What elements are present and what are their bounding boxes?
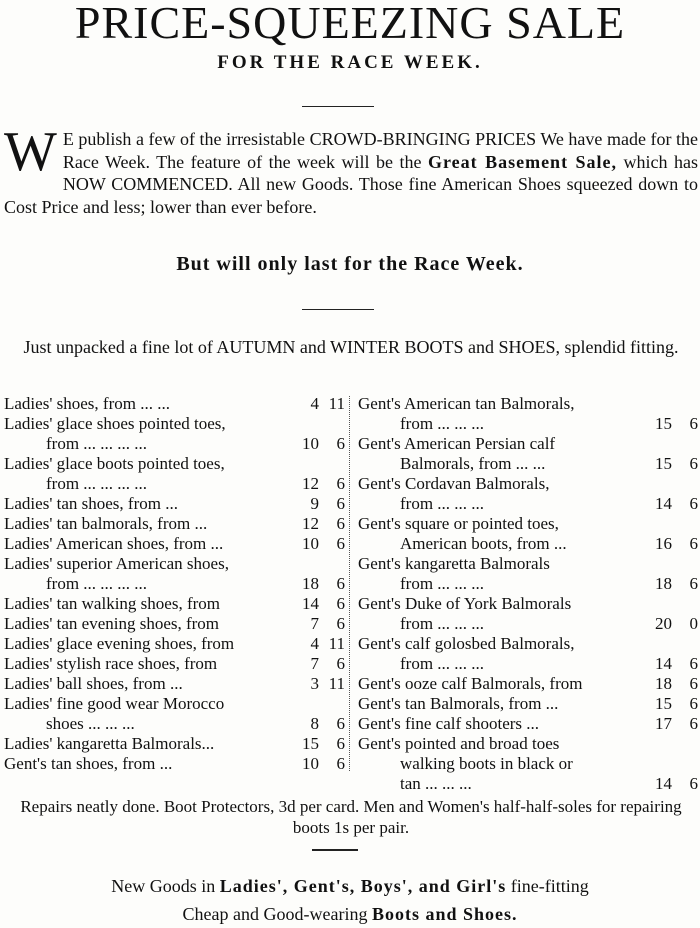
- item-description: Balmorals, from ... ...: [400, 454, 546, 473]
- intro-text-1: E publish a few of the irresistable CROWD-BRINGING PRICES We have made for the Race Week. The feature of the week will be the: [62, 129, 698, 172]
- race-week-emphasis: But will only last for the Race Week.: [176, 253, 524, 275]
- price-shillings: 17: [655, 714, 672, 733]
- price-row: [4, 754, 345, 774]
- item-description: Ladies' shoes, from ... ...: [4, 394, 170, 413]
- price-row: [4, 414, 345, 434]
- price-row: [358, 394, 698, 414]
- price-pence: 11: [328, 394, 345, 413]
- item-description: Gent's square or pointed toes,: [358, 514, 559, 533]
- price-row: [358, 654, 698, 674]
- footer-line-2: [0, 900, 700, 928]
- price-shillings: 14: [302, 594, 319, 613]
- divider: [302, 106, 374, 107]
- item-description: from ... ... ... ...: [46, 574, 148, 593]
- price-shillings: 18: [655, 674, 672, 693]
- price-row: [4, 394, 345, 414]
- price-pence: 6: [689, 774, 698, 793]
- drop-cap: W: [4, 121, 57, 183]
- price-row: [4, 634, 345, 654]
- item-description: Gent's kangaretta Balmorals: [358, 554, 550, 573]
- price-shillings: 14: [655, 494, 672, 513]
- price-pence: 6: [689, 454, 698, 473]
- sale-title: PRICE-SQUEEZING SALE: [74, 0, 626, 48]
- sale-subtitle: FOR THE RACE WEEK.: [217, 52, 483, 73]
- item-description: Ladies' tan walking shoes, from: [4, 594, 220, 613]
- price-row: [358, 614, 698, 634]
- price-shillings: 15: [655, 414, 672, 433]
- price-shillings: 14: [655, 774, 672, 793]
- price-shillings: 15: [302, 734, 319, 753]
- price-row: [358, 414, 698, 434]
- item-description: shoes ... ... ...: [46, 714, 135, 733]
- divider: [312, 849, 358, 851]
- item-description: Gent's tan shoes, from ...: [4, 754, 173, 773]
- price-pence: 6: [689, 654, 698, 673]
- unpacked-notice: Just unpacked a fine lot of AUTUMN and WINTER BOOTS and SHOES, splendid fitting.: [23, 337, 679, 357]
- price-shillings: 7: [310, 614, 319, 633]
- price-shillings: 20: [655, 614, 672, 633]
- price-row: [358, 474, 698, 494]
- price-pence: 6: [336, 714, 345, 733]
- price-row: [358, 454, 698, 474]
- item-description: Ladies' tan balmorals, from ...: [4, 514, 208, 533]
- price-shillings: 14: [655, 654, 672, 673]
- price-row: [4, 594, 345, 614]
- footer-line1-post: fine-fitting: [510, 876, 589, 896]
- price-row: [4, 454, 345, 474]
- price-pence: 0: [689, 614, 698, 633]
- item-description: Ladies' American shoes, from ...: [4, 534, 224, 553]
- price-pence: 6: [336, 494, 345, 513]
- item-description: Ladies' superior American shoes,: [4, 554, 229, 573]
- item-description: Gent's Duke of York Balmorals: [358, 594, 572, 613]
- price-row: [4, 694, 345, 714]
- price-pence: 6: [336, 514, 345, 533]
- price-shillings: 8: [310, 714, 319, 733]
- item-description: Ladies' kangaretta Balmorals...: [4, 734, 215, 753]
- price-row: [358, 754, 698, 774]
- price-row: [358, 514, 698, 534]
- price-row: [4, 714, 345, 734]
- item-description: from ... ... ...: [400, 414, 485, 433]
- price-shillings: 18: [302, 574, 319, 593]
- intro-bold: Great Basement Sale,: [427, 151, 618, 172]
- item-description: from ... ... ... ...: [46, 434, 148, 453]
- column-divider: [349, 396, 350, 771]
- footer-line2-pre: Cheap and Good-wearing: [182, 904, 368, 924]
- item-description: from ... ... ...: [400, 654, 485, 673]
- price-shillings: 3: [310, 674, 319, 693]
- price-list-right: [358, 394, 698, 794]
- price-shillings: 10: [302, 754, 319, 773]
- price-pence: 6: [336, 434, 345, 453]
- price-pence: 6: [689, 574, 698, 593]
- price-shillings: 10: [302, 434, 319, 453]
- item-description: Ladies' tan evening shoes, from: [4, 614, 220, 633]
- price-shillings: 15: [655, 454, 672, 473]
- price-row: [358, 774, 698, 794]
- item-description: Gent's American Persian calf: [358, 434, 556, 453]
- divider: [302, 309, 374, 310]
- price-row: [4, 654, 345, 674]
- item-description: from ... ... ... ...: [46, 474, 148, 493]
- price-pence: 6: [689, 714, 698, 733]
- item-description: from ... ... ...: [400, 614, 485, 633]
- price-row: [358, 494, 698, 514]
- price-row: [358, 554, 698, 574]
- price-pence: 6: [336, 734, 345, 753]
- price-row: [358, 694, 698, 714]
- price-pence: 6: [689, 414, 698, 433]
- item-description: Gent's pointed and broad toes: [358, 734, 560, 753]
- item-description: Gent's fine calf shooters ...: [358, 714, 540, 733]
- price-pence: 11: [328, 674, 345, 693]
- price-row: [358, 574, 698, 594]
- price-pence: 6: [689, 534, 698, 553]
- price-row: [358, 594, 698, 614]
- price-pence: 6: [336, 654, 345, 673]
- item-description: Ladies' ball shoes, from ...: [4, 674, 183, 693]
- item-description: Ladies' glace evening shoes, from: [4, 634, 235, 653]
- price-row: [4, 554, 345, 574]
- price-row: [4, 734, 345, 754]
- item-description: Gent's tan Balmorals, from ...: [358, 694, 559, 713]
- price-pence: 6: [336, 574, 345, 593]
- price-pence: 6: [336, 594, 345, 613]
- intro-text-2: which has NOW COMMENCED. All new Goods. Those fine American Shoes squeezed down to Cost Price and less; lower than ever before.: [4, 151, 698, 217]
- price-row: [4, 474, 345, 494]
- item-description: Ladies' glace shoes pointed toes,: [4, 414, 226, 433]
- price-shillings: 4: [310, 394, 319, 413]
- item-description: tan ... ... ...: [400, 774, 472, 793]
- price-row: [358, 674, 698, 694]
- price-shillings: 12: [302, 514, 319, 533]
- footer-line1-bold: Ladies', Gent's, Boys', and Girl's: [219, 876, 507, 896]
- price-shillings: 15: [655, 694, 672, 713]
- price-row: [4, 494, 345, 514]
- price-row: [4, 434, 345, 454]
- item-description: Ladies' glace boots pointed toes,: [4, 454, 225, 473]
- price-row: [4, 574, 345, 594]
- price-pence: 11: [328, 634, 345, 653]
- footer-line-1: [0, 872, 700, 900]
- price-pence: 6: [689, 694, 698, 713]
- footer-line1-pre: New Goods in: [111, 876, 216, 896]
- item-description: Ladies' fine good wear Morocco: [4, 694, 225, 713]
- item-description: American boots, from ...: [400, 534, 567, 553]
- price-shillings: 16: [655, 534, 672, 553]
- intro-paragraph: [4, 121, 698, 218]
- price-pence: 6: [336, 754, 345, 773]
- repairs-notice: Repairs neatly done. Boot Protectors, 3d per card. Men and Women's half-half-soles for repairing boots 1s per pair.: [20, 797, 682, 837]
- item-description: Gent's Cordavan Balmorals,: [358, 474, 550, 493]
- item-description: Gent's calf golosbed Balmorals,: [358, 634, 575, 653]
- price-pence: 6: [336, 534, 345, 553]
- price-shillings: 7: [310, 654, 319, 673]
- price-row: [4, 674, 345, 694]
- item-description: from ... ... ...: [400, 574, 485, 593]
- price-row: [358, 434, 698, 454]
- price-shillings: 4: [310, 634, 319, 653]
- price-pence: 6: [689, 674, 698, 693]
- price-pence: 6: [336, 474, 345, 493]
- price-pence: 6: [689, 494, 698, 513]
- price-row: [358, 634, 698, 654]
- item-description: walking boots in black or: [400, 754, 573, 773]
- footer: [0, 872, 700, 928]
- price-shillings: 10: [302, 534, 319, 553]
- item-description: Ladies' tan shoes, from ...: [4, 494, 178, 513]
- footer-line2-bold: Boots and Shoes.: [371, 904, 518, 924]
- price-row: [4, 514, 345, 534]
- price-shillings: 12: [302, 474, 319, 493]
- item-description: Gent's ooze calf Balmorals, from: [358, 674, 583, 693]
- item-description: Ladies' stylish race shoes, from: [4, 654, 218, 673]
- price-list-left: [4, 394, 345, 774]
- price-pence: 6: [336, 614, 345, 633]
- item-description: from ... ... ...: [400, 494, 485, 513]
- price-row: [358, 734, 698, 754]
- price-row: [4, 614, 345, 634]
- price-row: [358, 714, 698, 734]
- price-row: [358, 534, 698, 554]
- price-row: [4, 534, 345, 554]
- price-shillings: 18: [655, 574, 672, 593]
- price-shillings: 9: [310, 494, 319, 513]
- item-description: Gent's American tan Balmorals,: [358, 394, 575, 413]
